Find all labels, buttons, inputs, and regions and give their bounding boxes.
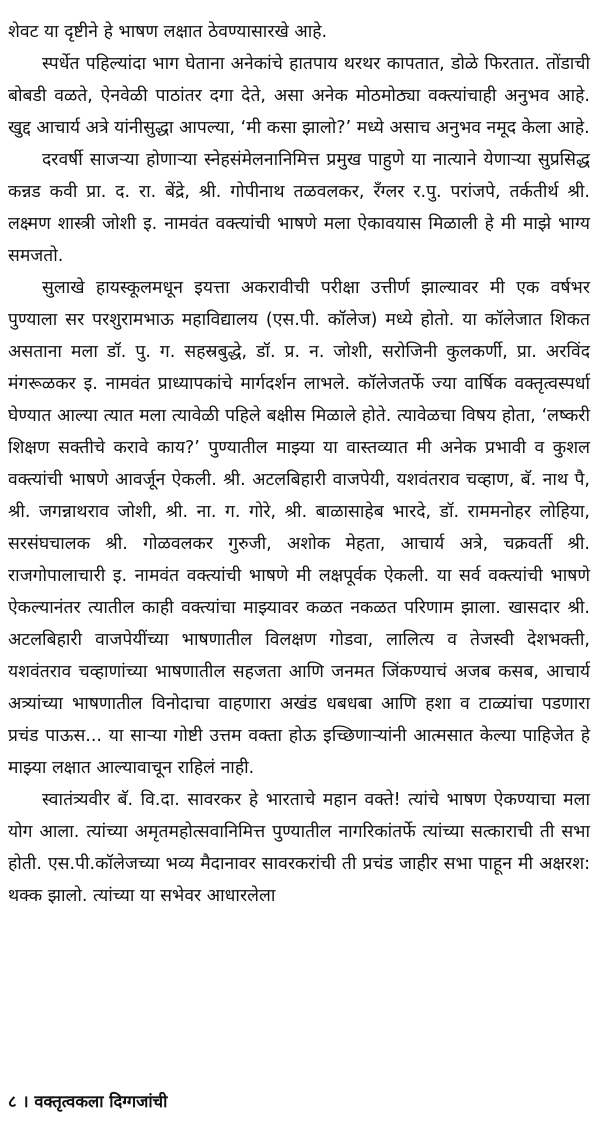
paragraph: दरवर्षी साजऱ्या होणाऱ्या स्नेहसंमेलनानिमित्त प्रमुख पाहुणे या नात्याने येणाऱ्या सुप्रसिद्ध कन्नड कवी प्रा. द. रा. बेंद्रे, श्री. गोपीनाथ तळवलकर, रँग्लर र.पु. परांजपे, तर्कतीर्थ श्री. लक्ष्मण शास्त्री जोशी इ. नामवंत वक्त्यांची भाषणे मला ऐकावयास मिळाली हे मी माझे भाग्य समजतो. [8, 150, 590, 266]
paragraph: स्पर्धेत पहिल्यांदा भाग घेताना अनेकांचे हातपाय थरथर कापतात, डोळे फिरतात. तोंडाची बोबडी वळते, ऐनवेळी पाठांतर दगा देते, असा अनेक मोठमोठ्या वक्त्यांचाही अनुभव आहे. खुद्द आचार्य अत्रे यांनीसुद्धा आपल्या, ‘मी कसा झालो?’ मध्ये असाच अनुभव नमूद केला आहे. [8, 54, 590, 138]
paragraph: स्वातंत्र्यवीर बॅ. वि.दा. सावरकर हे भारताचे महान वक्ते! त्यांचे भाषण ऐकण्याचा मला योग आला. त्यांच्या अमृतमहोत्सवानिमित्त पुण्यातील नागरिकांतर्फे त्यांच्या सत्काराची ती सभा होती. एस.पी.कॉलेजच्या भव्य मैदानावर सावरकरांची ती प्रचंड जाहीर सभा पाहून मी अक्षरश: थक्क झालो. त्यांच्या या सभेवर आधारलेला [8, 790, 590, 906]
book-title: वक्तृत्वकला दिग्गजांची [34, 1092, 168, 1111]
paragraph: सुलाखे हायस्कूलमधून इयत्ता अकरावीची परीक्षा उत्तीर्ण झाल्यावर मी एक वर्षभर पुण्याला सर परशुरामभाऊ महाविद्यालय (एस.पी. कॉलेज) मध्ये होतो. या कॉलेजात शिकत असताना मला डॉ. पु. ग. सहस्रबुद्धे, डॉ. प्र. न. जोशी, सरोजिनी कुलकर्णी, प्रा. अरविंद मंगरूळकर इ. नामवंत प्राध्यापकांचे मार्गदर्शन लाभले. कॉलेजतर्फे ज्या वार्षिक वक्तृत्वस्पर्धा घेण्यात आल्या त्यात मला त्यावेळी पहिले बक्षीस मिळाले होते. त्यावेळचा विषय होता, ‘लष्करी शिक्षण सक्तीचे करावे काय?’ पुण्यातील माझ्या या वास्तव्यात मी अनेक प्रभावी व कुशल वक्त्यांची भाषणे आवर्जून ऐकली. श्री. अटलबिहारी वाजपेयी, यशवंतराव चव्हाण, बॅ. नाथ पै, श्री. जगन्नाथराव जोशी, श्री. ना. ग. गोरे, श्री. बाळासाहेब भारदे, डॉ. राममनोहर लोहिया, सरसंघचालक श्री. गोळवलकर गुरुजी, अशोक मेहता, आचार्य अत्रे, चक्रवर्ती श्री. राजगोपालाचारी इ. नामवंत वक्त्यांची भाषणे मी लक्षपूर्वक ऐकली. या सर्व वक्त्यांची भाषणे ऐकल्यानंतर त्यातील काही वक्त्यांचा माझ्यावर कळत नकळत परिणाम झाला. खासदार श्री. अटलबिहारी वाजपेयींच्या भाषणातील विलक्षण गोडवा, लालित्य व तेजस्वी देशभक्ती, यशवंतराव चव्हाणांच्या भाषणातील सहजता आणि जनमत जिंकण्याचं अजब कसब, आचार्य अत्र्यांच्या भाषणातील विनोदाचा वाहणारा अखंड धबधबा आणि हशा व टाळ्यांचा पडणारा प्रचंड पाऊस... या साऱ्या गोष्टी उत्तम वक्ता होऊ इच्छिणाऱ्यांनी आत्मसात केल्या पाहिजेत हे माझ्या लक्षात आल्यावाचून राहिलं नाही. [8, 278, 591, 778]
footer-separator: । [22, 1092, 29, 1111]
page-footer [8, 1090, 167, 1114]
page-number: ८ [8, 1092, 17, 1111]
body-text [8, 16, 590, 912]
paragraph: शेवट या दृष्टीने हे भाषण लक्षात ठेवण्यासारखे आहे. [8, 22, 328, 42]
